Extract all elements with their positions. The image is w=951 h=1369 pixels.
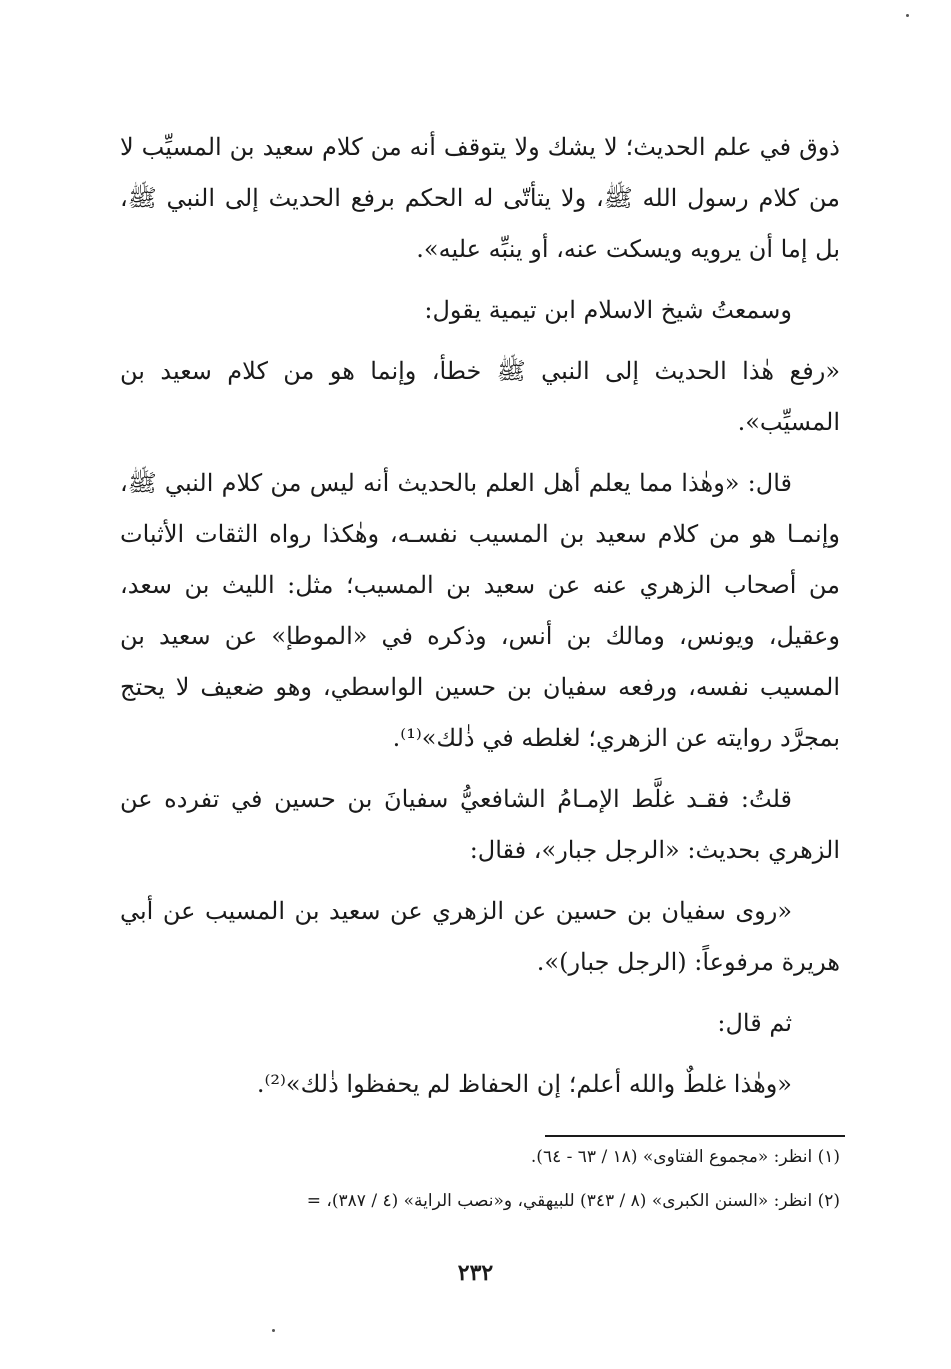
paragraph-5: قلتُ: فقـد غلَّط الإمـامُ الشافعيُّ سفيانَ بن حسين في تفرده عن الزهري بحديث: «الرجل جبار»، فقال: <box>120 785 840 864</box>
footnotes <box>100 1144 840 1232</box>
paragraph-2: وسمعتُ شيخ الاسلام ابن تيمية يقول: <box>424 296 792 324</box>
paragraph-1: ذوق في علم الحديث؛ لا يشك ولا يتوقف أنه من كلام سعيد بن المسيِّب لا من كلام رسول الله ﷺ، ولا يتأتّى له الحكم برفع الحديث إلى النبي ﷺ، بل إما أن يرويه ويسكت عنه، أو ينبِّه عليه». <box>120 133 840 263</box>
page-number: ٢٣٢ <box>457 1260 494 1286</box>
footnote-2: (٢) انظر: «السنن الكبرى» (٨ / ٣٤٣) للبيهقي، و«نصب الراية» (٤ / ٣٨٧)، = <box>306 1191 840 1211</box>
scan-speck <box>272 1329 275 1332</box>
paragraph-7: ثم قال: <box>717 1009 792 1037</box>
footnote-1: (١) انظر: «مجموع الفتاوى» (١٨ / ٦٣ - ٦٤). <box>530 1147 840 1167</box>
main-text <box>120 122 840 1120</box>
paragraph-8-quote: «وهٰذا غلطٌ والله أعلم؛ إن الحفاظ لم يحفظوا ذٰلك»⁽²⁾. <box>256 1070 792 1098</box>
footnote-divider <box>545 1135 845 1137</box>
paragraph-6-quote: «روى سفيان بن حسين عن الزهري عن سعيد بن المسيب عن أبي هريرة مرفوعاً: (الرجل جبار)». <box>120 897 840 976</box>
scan-speck <box>906 14 909 17</box>
paragraph-3-quote: «رفع هٰذا الحديث إلى النبي ﷺ خطأ، وإنما هو من كلام سعيد بن المسيِّب». <box>120 357 840 436</box>
paragraph-4: قال: «وهٰذا مما يعلم أهل العلم بالحديث أنه ليس من كلام النبي ﷺ، وإنمـا هو من كلام سعيد بن المسيب نفسـه، وهٰكذا رواه الثقات الأثبات من أصحاب الزهري عنه عن سعيد بن المسيب؛ مثل: الليث بن سعد، وعقيل، ويونس، ومالك بن أنس، وذكره في «الموطإ» عن سعيد بن المسيب نفسه، ورفعه سفيان بن حسين الواسطي، وهو ضعيف لا يحتج بمجرَّد روايته عن الزهري؛ لغلطه في ذٰلك»⁽¹⁾. <box>120 469 840 752</box>
